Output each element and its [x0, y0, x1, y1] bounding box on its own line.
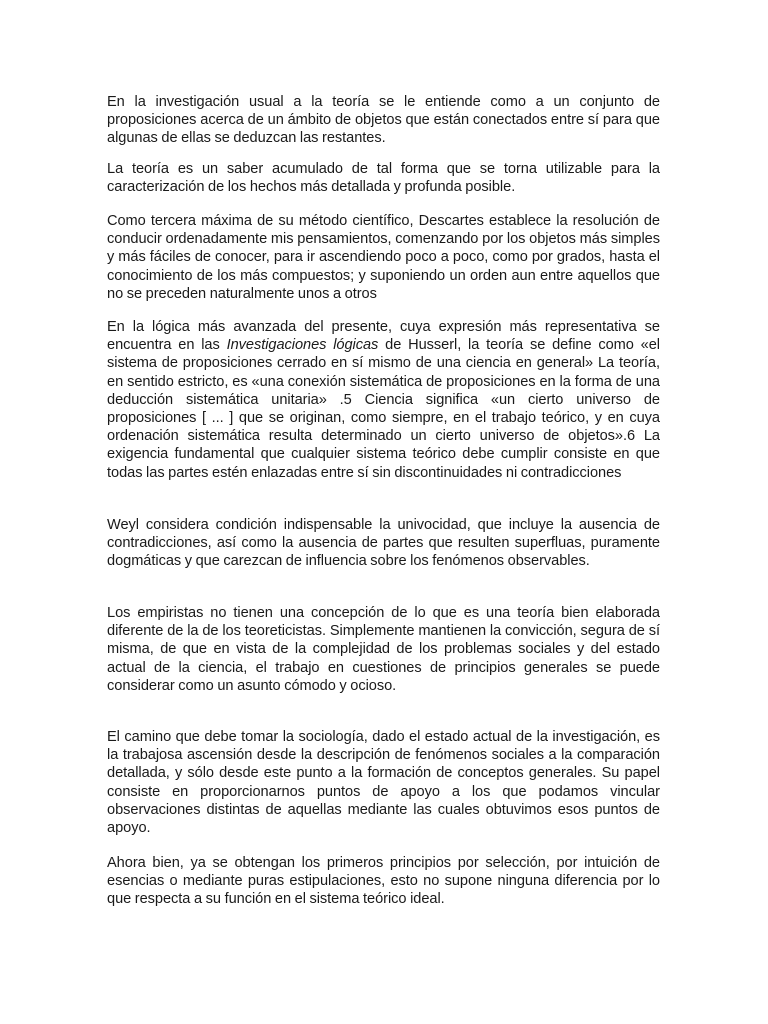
paragraph-husserl-text-start: En la lógica más avanzada del presente, cuya expresión más representativa se encuentra en las [107, 319, 660, 354]
paragraph-descartes: Como tercera máxima de su método científico, Descartes establece la resolución de conducir ordenadamente mis pensamientos, comenzando por los objetos más simples y más fáciles de conocer, para ir ascendiendo poco a poco, como por grados, hasta el conocimiento de los más compuestos; y suponiendo un orden aun entre aquellos que no se preceden naturalmente unos a otros [107, 213, 660, 302]
paragraph-first-principles: Ahora bien, ya se obtengan los primeros principios por selección, por intuición de esencias o mediante puras estipulaciones, esto no supone ninguna diferencia por lo que respecta a su función en el sistema teórico ideal. [107, 855, 660, 908]
paragraph-sociology-path: El camino que debe tomar la sociología, dado el estado actual de la investigación, es la trabajosa ascensión desde la descripción de fenómenos sociales a la comparación detallada, y sólo desde este punto a la formación de conceptos generales. Su papel consiste en proporcionarnos puntos de apoyo a los que podamos vincular observaciones distintas de aquellas mediante las cuales obtuvimos esos puntos de apoyo. [107, 729, 660, 837]
paragraph-husserl-text-end: de Husserl, la teoría se define como «el sistema de proposiciones cerrado en sí mismo de una ciencia en general» La teoría, en sentido estricto, es «una conexión sistemática de proposiciones en la forma de una deducción sistemática unitaria» .5 Ciencia significa «un cierto universo de proposiciones [ ... ] que se originan, como siempre, en el trabajo teórico, y en cuya ordenación sistemática resulta determinado un cierto universo de objetos».6 La exigencia fundamental que cualquier sistema teórico debe cumplir consiste en que todas las partes estén enlazadas entre sí sin discontinuidades ni contradicciones [107, 337, 660, 481]
paragraph-husserl [107, 318, 660, 482]
book-title-investigaciones-logicas: Investigaciones lógicas [226, 337, 379, 354]
paragraph-weyl: Weyl considera condición indispensable la univocidad, que incluye la ausencia de contradicciones, así como la ausencia de partes que resulten superfluas, puramente dogmáticas y que carezcan de influencia sobre los fenómenos observables. [107, 517, 660, 570]
paragraph-accumulated-knowledge: La teoría es un saber acumulado de tal forma que se torna utilizable para la caracterización de los hechos más detallada y profunda posible. [107, 161, 660, 196]
paragraph-theory-definition: En la investigación usual a la teoría se le entiende como a un conjunto de proposiciones acerca de un ámbito de objetos que están conectados entre sí para que algunas de ellas se deduzcan las restantes. [107, 94, 660, 147]
paragraph-empiricists: Los empiristas no tienen una concepción de lo que es una teoría bien elaborada diferente de la de los teoreticistas. Simplemente mantienen la convicción, segura de sí misma, de que en vista de la complejidad de los problemas sociales y del estado actual de la ciencia, el trabajo en cuestiones de principios generales se puede considerar como un asunto cómodo y ocioso. [107, 605, 660, 694]
